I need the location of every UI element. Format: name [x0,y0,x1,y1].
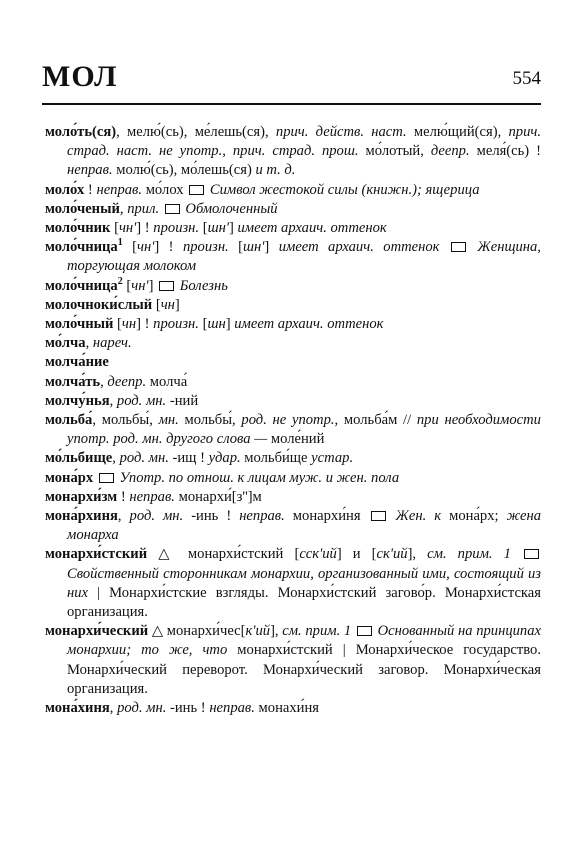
transcription: к'ий [245,623,271,640]
entry-text: , [112,450,120,467]
entry-text: меля́(сь) ! [469,143,542,160]
entry-text: △ монархи́стский [ [147,546,300,563]
headword: молочноки́слый [45,296,153,313]
entry [45,392,541,411]
entry-text: -инь ! [166,700,210,717]
entry-text: ], [270,623,283,640]
grammar-note: устар. [311,450,354,467]
entry-text: , мольба́м // [334,412,417,429]
transcription: чн' [137,239,155,256]
entry [45,277,541,296]
entry-text: монархи́ня [284,508,369,525]
entry-text: мелю́щий(ся), [406,124,509,140]
entry-text: мона́рх; [441,508,507,525]
definition: Болезнь [179,277,228,294]
entry-text: молю́(сь), мо́лешь(ся) [112,162,256,179]
grammar-note: неправ. [96,181,143,198]
grammar-note: см. прим. 1 [282,623,352,640]
headword: монархи́ческий [45,623,149,640]
definition-box-icon [371,511,386,521]
entry [45,488,541,507]
headword: моло́ть(ся) [45,124,117,140]
entry [45,545,541,622]
entry-text: , [100,373,108,390]
grammar-note: неправ. [129,488,175,505]
entry-text: -инь ! [183,508,240,525]
grammar-note: имеет архаич. оттенок [278,239,440,256]
definition: Женщина, торгующая молоком [67,239,541,275]
headword: монархи́зм [45,488,118,505]
definition: Символ жестокой силы (книжн.); ящерица [209,181,480,198]
entry [45,507,541,545]
entry-text: -ний [166,392,199,409]
headword: моло́чник [45,220,111,237]
definition: Основанный на принципах монархии; то же, что [67,623,542,659]
grammar-note: произн. [182,239,229,256]
entry [45,449,541,468]
grammar-note: прил. [127,200,160,217]
grammar-note: см. прим. 1 [427,546,511,563]
entry-text: ] ! [154,239,183,256]
entry-text: ! [117,488,130,505]
transcription: чн [160,296,175,313]
entry-text: [ [113,316,122,333]
headword: мо́льбище [45,450,113,467]
usage-examples: монархи́стский | Монархи́ческое государство. Монархи́ческий переворот. Монархи́ческий заговор. Монархи́ческая организация. [67,642,541,697]
headword: молча́ние [45,354,109,371]
entry [45,699,541,718]
usage-examples: | Монархи́стские взгляды. Монархи́стский загово́р. Монархи́стская организация. [67,584,541,621]
headword: моло́х [45,181,85,198]
transcription: ск'ий [376,546,408,563]
dictionary-entries [45,123,541,718]
entry-text: ] и [ [336,546,377,563]
entry [45,334,541,353]
homonym-number: 1 [117,237,123,249]
entry-text: [ [152,296,161,313]
headword: монархи́стский [45,546,148,563]
header-rule [42,103,541,105]
headword: моло́чница [45,239,118,256]
headword: моло́ченый [45,200,120,217]
homonym-number: 2 [117,275,123,287]
grammar-note: род. не употр. [241,412,335,429]
headword: мона́рх [45,469,94,486]
entry [45,238,541,276]
entry-text: ! [84,181,97,198]
entry-text: [ [228,239,244,256]
grammar-note: мн. [158,412,179,429]
entry-text: [ [110,220,119,237]
grammar-note: неправ. [239,508,285,525]
entry-text: ], [407,546,428,563]
entry-text: [ [122,239,138,256]
definition-box-icon [159,281,174,291]
grammar-note: нареч. [92,335,132,352]
entry [45,181,541,200]
transcription: чн' [131,277,149,294]
entry [45,200,541,219]
page-number: 554 [512,68,541,89]
headword: моло́чный [45,316,114,333]
entry-text: , [109,700,118,717]
definition: Свойственный сторонникам монархии, организованный ими, состоящий из них [67,565,541,601]
grammar-note: при необходимости употр. род. мн. другого слова — [67,412,541,448]
definition-box-icon [451,242,466,252]
entry-text: ] [225,316,235,333]
entry-text: ] [264,239,279,256]
entry-text: [ [122,277,132,294]
entry-text: молча́ [146,373,188,390]
definition-box-icon [189,185,204,195]
entry-text: мо́лох [142,181,188,198]
grammar-note: имеет архаич. оттенок [237,220,387,237]
transcription: шн' [207,220,229,237]
entry-text: , мольбы́, [92,412,159,429]
grammar-note: произн. [153,220,200,237]
entry-text: ] [148,277,158,294]
transcription: шн [207,316,226,333]
headword: мона́хиня [45,700,110,717]
definition-box-icon [357,626,372,636]
grammar-note: род. мн. [117,700,167,717]
definition: Употр. по отнош. к лицам муж. и жен. пола [119,469,400,486]
grammar-note: прич. действ. наст. [275,124,407,140]
headword: моло́чница [45,277,118,294]
grammar-note: род. мн. [116,392,167,409]
transcription: шн' [243,239,265,256]
definition: жена монарха [67,508,541,544]
entry-text: ] [174,296,180,313]
headword: мона́рхиня [45,508,118,525]
grammar-note: род. мн. [119,450,169,467]
grammar-note: деепр. [107,373,147,390]
grammar-note: неправ. [209,700,255,717]
transcription: сск'ий [299,546,337,563]
entry-text: , [85,335,93,352]
entry-text: ] ! [136,316,154,333]
entry [45,469,541,488]
entry-text: [ [199,220,208,237]
grammar-note: деепр. [430,143,470,160]
entry [45,411,541,449]
grammar-note: имеет архаич. оттенок [234,316,384,333]
entry-text: монархи́[з'']м [174,488,262,505]
entry-text: , [119,200,128,217]
entry-text: , мелю́(сь), ме́лешь(ся), [116,124,276,140]
headword: мо́лча [45,335,86,352]
entry-text: △ монархи́чес[ [148,623,246,640]
entry [45,315,541,334]
grammar-note: род. мн. [129,508,184,525]
headword: молча́ть [45,373,101,390]
grammar-note: произн. [153,316,199,333]
grammar-note: неправ. [67,162,113,179]
transcription: чн' [118,220,137,237]
entry-text: -ищ ! [168,450,209,467]
entry [45,373,541,392]
entry-text: ] ! [136,220,154,237]
grammar-note: прич. страд. наст. не употр., прич. страд. прош. [67,124,541,160]
definition: Жен. к [395,508,442,525]
transcription: чн [121,316,137,333]
definition: Обмолоченный [185,200,278,217]
entry-text: [ [198,316,208,333]
entry-text: мольбы́, [178,412,242,429]
entry-text: мольби́ще [240,450,312,467]
entry [45,622,541,699]
entry [45,123,541,181]
definition-box-icon [524,549,539,559]
entry-text: монахи́ня [254,700,320,717]
entry-text: , [117,508,130,525]
headword: молчу́нья [45,392,110,409]
definition-box-icon [99,473,114,483]
running-head: МОЛ [42,60,118,93]
entry-text: мо́лотый, [358,143,431,160]
page-header [42,60,541,100]
entry-text: моле́ний [267,431,325,448]
entry [45,353,541,372]
grammar-note: и т. д. [255,162,296,179]
entry [45,219,541,238]
definition-box-icon [165,204,180,214]
entry-text: ] [228,220,238,237]
headword: мольба́ [45,412,93,429]
entry [45,296,541,315]
grammar-note: удар. [208,450,241,467]
entry-text: , [109,392,117,409]
